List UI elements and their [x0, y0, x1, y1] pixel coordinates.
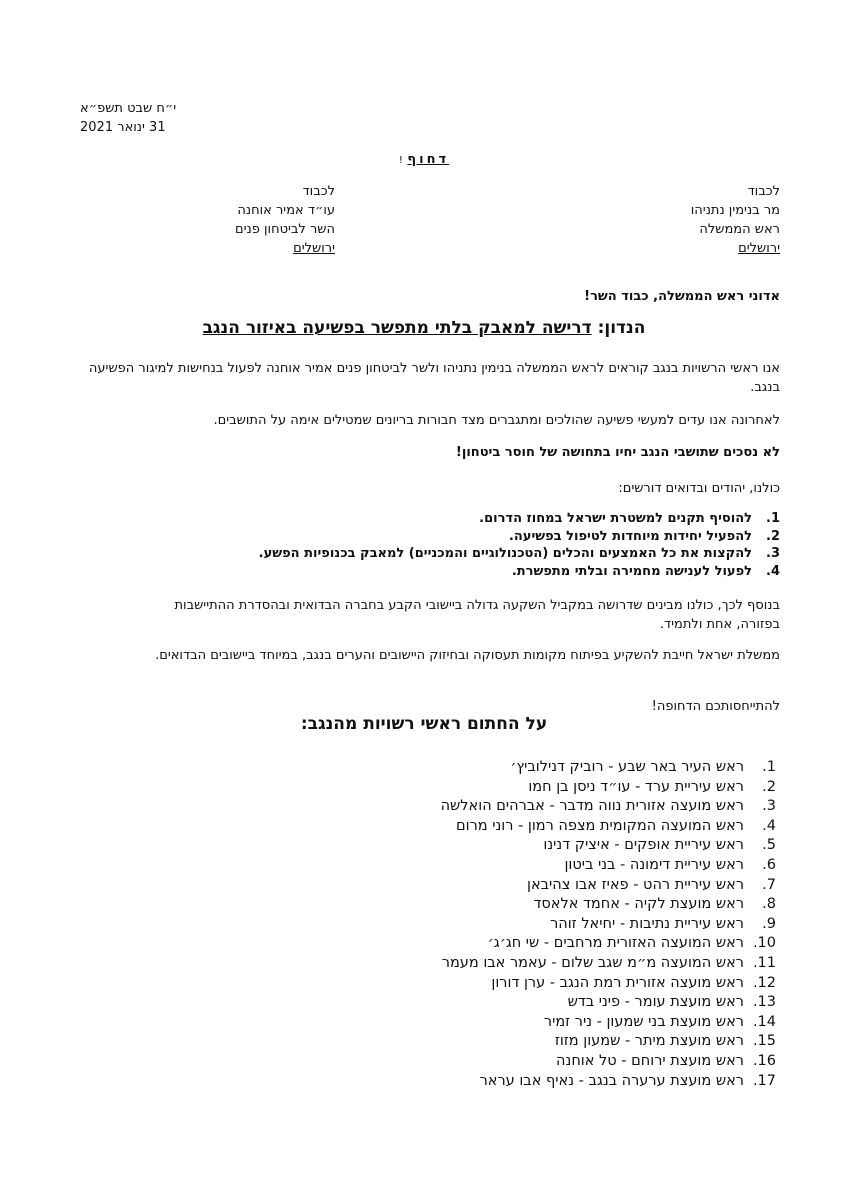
signatory-item — [244, 954, 776, 974]
paragraph-demands-intro: כולנו, יהודים ובדואים דורשים: — [618, 481, 780, 496]
paragraph-crime: לאחרונה אנו עדים למעשי פשיעה שהולכים ומתגברים מצד חבורות בריונים שמטילים אימה על התושבים. — [213, 413, 780, 428]
item-text: לפעול לענישה מחמירה ובלתי מתפשרת. — [511, 563, 752, 579]
item-number: 3. — [766, 546, 780, 561]
recipient-name: מר בנימין נתניהו — [690, 203, 780, 218]
item-text: ראש המועצה המקומית מצפה רמון - רוני מרום — [456, 817, 744, 834]
demand-item — [110, 528, 780, 546]
item-text: ראש מועצת עומר - פיני בדש — [567, 994, 744, 1011]
signatory-item — [244, 797, 776, 817]
item-text: להוסיף תקנים למשטרת ישראל במחוז הדרום. — [479, 511, 752, 526]
letter-date — [80, 99, 280, 137]
item-number: 10. — [752, 935, 776, 952]
item-text: ראש מועצת לקיה - אחמד אלאסד — [533, 896, 744, 913]
signatories-list — [244, 758, 776, 1091]
item-number: 12. — [752, 974, 776, 991]
signatory-item — [244, 1052, 776, 1072]
paragraph-investment: בנוסף לכך, כולנו מבינים שדרושה במקביל השקעה גדולה ביישובי הקבע בחברה הבדואית ובהסדרת ההתיישבות בפזורה, אחת ולתמיד. — [174, 598, 780, 632]
paragraph-intro: אנו ראשי הרשויות בנגב קוראים לראש הממשלה בנימין נתניהו ולשר לביטחון פנים אמיר אוחנה לפעול בנחישות למיגור הפשיעה בנגב. — [88, 361, 780, 395]
signatory-item — [244, 758, 776, 778]
item-number: 9. — [762, 915, 776, 932]
item-number: 4. — [762, 817, 776, 834]
item-number: 16. — [752, 1052, 776, 1069]
item-number: 8. — [762, 896, 776, 913]
signatory-item — [244, 876, 776, 896]
recipient-city: ירושלים — [738, 241, 780, 256]
item-text: ראש מועצה אזורית נווה מדבר - אברהים הואלשה — [440, 798, 744, 815]
item-text: ראש עיריית ערד - עו״ד ניסן בן חמו — [528, 778, 744, 795]
urgent-text: דחוף — [407, 152, 450, 167]
signatory-item — [244, 1013, 776, 1033]
item-number: 7. — [762, 876, 776, 893]
item-number: 2. — [762, 778, 776, 795]
signatory-item — [244, 895, 776, 915]
signatory-item — [244, 856, 776, 876]
item-number: 14. — [752, 1013, 776, 1030]
recipient-salutation: לכבוד — [302, 184, 335, 199]
recipient-minister — [115, 182, 335, 258]
demand-item — [110, 545, 780, 563]
item-number: 1. — [762, 759, 776, 775]
subject-text: דרישה למאבק בלתי מתפשר בפשיעה באיזור הנגב — [202, 318, 592, 338]
item-text: ראש מועצת ירוחם - טל אוחנה — [556, 1052, 744, 1069]
item-text: ראש מועצת מיתר - שמעון מזוז — [554, 1033, 744, 1050]
demand-item — [110, 563, 780, 581]
recipient-city: ירושלים — [293, 241, 335, 256]
item-text: ראש עיריית רהט - פאיז אבו צהיבאן — [527, 876, 744, 893]
signatory-item — [244, 993, 776, 1013]
signatory-item — [244, 915, 776, 935]
recipient-title: ראש הממשלה — [699, 222, 780, 237]
item-number: 6. — [762, 856, 776, 873]
item-number: 1. — [766, 511, 780, 526]
hebrew-date: י״ח שבט תשפ״א — [80, 101, 177, 116]
signatory-item — [244, 1072, 776, 1092]
recipient-name: עו״ד אמיר אוחנה — [237, 203, 335, 218]
paragraph-government: ממשלת ישראל חייבת להשקיע בפיתוח מקומות תעסוקה ובחיזוק היישובים והערים בנגב, במיוחד ביישובים הבדואים. — [155, 648, 780, 663]
item-number: 15. — [752, 1033, 776, 1050]
signatory-item — [244, 778, 776, 798]
item-text: ראש המועצה מ״מ שגב שלום - עאמר אבו מעמר — [441, 954, 744, 971]
recipient-pm — [560, 182, 780, 258]
recipient-salutation: לכבוד — [747, 184, 780, 199]
item-text: ראש מועצה אזורית רמת הנגב - ערן דורון — [491, 974, 744, 991]
item-text: ראש העיר באר שבע - רוביק דנילוביץ׳ — [510, 759, 744, 775]
item-number: 5. — [762, 837, 776, 854]
item-text: ראש המועצה האזורית מרחבים - שי חג׳ג׳ — [487, 935, 744, 952]
item-number: 13. — [752, 994, 776, 1011]
gregorian-date: 31 ינואר 2021 — [80, 120, 166, 135]
signatory-item — [244, 836, 776, 856]
item-number: 17. — [752, 1072, 776, 1089]
signatories-heading: על החתום ראשי רשויות מהנגב: — [300, 714, 548, 734]
urgent-label — [0, 152, 848, 167]
item-number: 11. — [752, 954, 776, 971]
item-text: ראש מועצת בני שמעון - ניר זמיר — [543, 1013, 744, 1030]
signatory-item — [244, 1032, 776, 1052]
item-text: ראש מועצת ערערה בנגב - נאיף אבו עראר — [479, 1072, 744, 1089]
greeting: אדוני ראש הממשלה, כבוד השר! — [584, 289, 780, 304]
urgent-mark: ! — [398, 155, 403, 166]
recipient-title: השר לביטחון פנים — [235, 222, 335, 237]
item-number: 4. — [766, 563, 780, 579]
signatory-item — [244, 974, 776, 994]
item-number: 2. — [766, 528, 780, 544]
signatory-item — [244, 817, 776, 837]
paragraph-security: לא נסכים שתושבי הנגב יחיו בתחושה של חוסר ביטחון! — [455, 445, 780, 460]
item-number: 3. — [762, 798, 776, 815]
subject-prefix: הנדון: — [597, 318, 646, 338]
demand-item — [110, 510, 780, 528]
item-text: ראש עיריית דימונה - בני ביטון — [564, 856, 744, 873]
demands-list — [110, 510, 780, 580]
paragraph-closing: להתייחסותכם הדחופה! — [651, 699, 780, 714]
subject-line — [0, 318, 848, 338]
signatory-item — [244, 934, 776, 954]
item-text: ראש עיריית אופקים - איציק דנינו — [543, 837, 744, 854]
item-text: ראש עיריית נתיבות - יחיאל זוהר — [550, 915, 744, 932]
item-text: להקצות את כל האמצעים והכלים (הטכנולוגיים והמכניים) למאבק בכנופיות הפשע. — [258, 546, 752, 561]
item-text: להפעיל יחידות מיוחדות לטיפול בפשיעה. — [508, 528, 752, 544]
